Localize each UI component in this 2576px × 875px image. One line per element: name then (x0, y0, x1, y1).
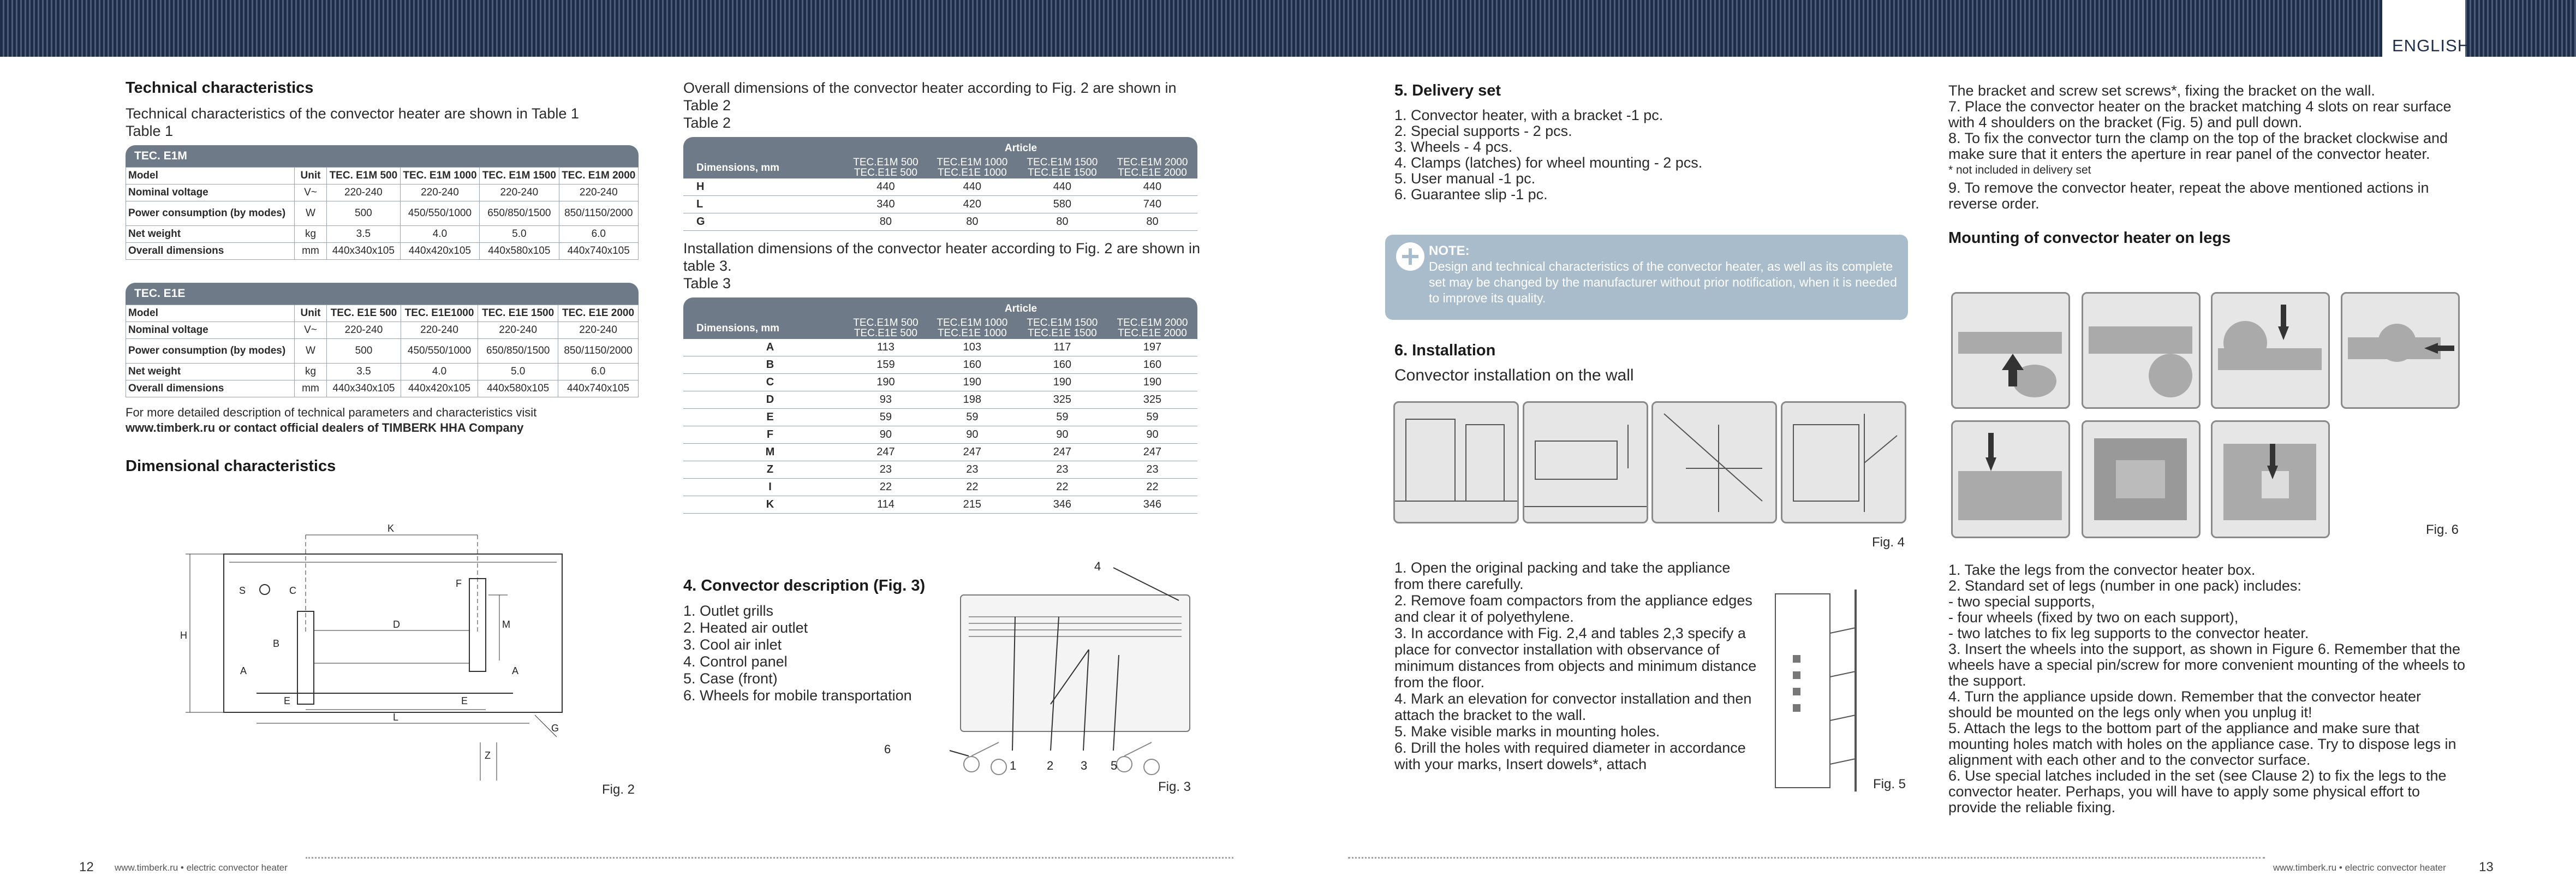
table2 (683, 137, 1197, 231)
table-cell: kg (295, 364, 327, 380)
table-header-article: Article (844, 137, 1197, 157)
table-cell: 440x420x105 (401, 380, 478, 397)
list-item: 1. Outlet grills (683, 603, 774, 619)
table-row (683, 356, 1197, 374)
table-e1e-header: TEC. E1E (126, 283, 639, 305)
note-box (1385, 235, 1908, 320)
dim-label: M (502, 619, 510, 630)
table-row (126, 380, 639, 397)
model-name: TEC.E1E 1000 (937, 328, 1007, 339)
table-cell: 450/550/1000 (400, 201, 479, 226)
table-cell: Net weight (126, 364, 295, 380)
table-cell: 23 (927, 461, 1017, 479)
table-cell: H (683, 178, 844, 196)
dimensional-title: Dimensional characteristics (126, 457, 336, 475)
table-cell: TEC. E1E 500 (327, 305, 401, 322)
wheel (964, 757, 979, 772)
table-header-model (1017, 317, 1107, 339)
table-cell: 440x420x105 (400, 243, 479, 260)
table-cell: 346 (1107, 496, 1197, 514)
table-cell: 340 (844, 196, 927, 213)
table-cell: 23 (844, 461, 927, 479)
fig4-panel-1 (1393, 401, 1519, 523)
table-row (126, 201, 639, 226)
table-header-model (1017, 157, 1107, 178)
table-cell: 59 (844, 409, 927, 426)
table-cell: 90 (844, 426, 927, 444)
table-cell: Power consumption (by modes) (126, 339, 295, 364)
fig4-panel-3 (1651, 401, 1777, 523)
table-row (683, 479, 1197, 496)
table-cell: 325 (1017, 391, 1107, 409)
table-cell: TEC. E1M 500 (327, 168, 401, 184)
fig6-panel-5 (1951, 420, 2070, 538)
table-cell: 420 (927, 196, 1017, 213)
table-cell (683, 137, 844, 157)
table-cell: 440x740x105 (559, 243, 638, 260)
table-cell: B (683, 356, 844, 374)
table-row (126, 184, 639, 201)
list-item: - four wheels (fixed by two on each support), (1948, 609, 2239, 626)
fig6-panel-2 (2082, 292, 2201, 409)
table-cell: L (683, 196, 844, 213)
table-cell: W (295, 201, 327, 226)
list-item: 1. Take the legs from the convector heater box. (1948, 562, 2256, 578)
dim-label: S (239, 585, 246, 596)
fig3-caption: Fig. 3 (1158, 779, 1191, 794)
wheel (991, 759, 1006, 775)
footer-url-left[interactable]: www.timberk.ru • electric convector heater (115, 862, 288, 873)
callout-number: 4 (1094, 559, 1101, 573)
dim-label: H (180, 630, 187, 641)
more-info-line: For more detailed description of technical parameters and characteristics visit (126, 406, 537, 419)
convector-body (961, 595, 1190, 731)
model-name: TEC.E1E 2000 (1118, 167, 1187, 178)
footer-divider-left (306, 857, 1233, 859)
table-cell: 80 (1017, 213, 1107, 231)
list-item: 5. User manual -1 pc. (1394, 170, 1536, 187)
table-cell: 160 (927, 356, 1017, 374)
table-cell: Unit (295, 168, 327, 184)
table-row (126, 226, 639, 243)
table-cell: 59 (1107, 409, 1197, 426)
table-row (126, 243, 639, 260)
table-cell: 90 (927, 426, 1017, 444)
table-cell: 440x740x105 (558, 380, 639, 397)
table-cell: Model (126, 305, 295, 322)
table-cell: 850/1150/2000 (559, 201, 638, 226)
table-header-model (927, 157, 1017, 178)
installation-title: 6. Installation (1394, 342, 1496, 359)
table-cell: 3.5 (327, 226, 401, 243)
fig6-panel-6 (2082, 420, 2201, 538)
dim-label: K (387, 524, 395, 534)
table-row (683, 444, 1197, 461)
page-number-left: 12 (79, 860, 94, 874)
table-cell: kg (295, 226, 327, 243)
paragraph: 7. Place the convector heater on the bracket matching 4 slots on rear surface with 4 shoulders on the bracket (Fig. 5) and pull down. (1948, 98, 2452, 130)
convector-outline (224, 554, 562, 712)
table-cell: 440x580x105 (478, 380, 558, 397)
callout-number: 1 (1010, 759, 1017, 772)
table3 (683, 297, 1197, 514)
table-row (126, 339, 639, 364)
section-title: Technical characteristics (126, 79, 314, 97)
table-cell: 22 (927, 479, 1017, 496)
list-item: 6. Drill the holes with required diameter in accordance with your marks, Insert dowels*, attach (1394, 740, 1746, 772)
table-cell: TEC. E1M 1000 (400, 168, 479, 184)
table-cell: 325 (1107, 391, 1197, 409)
table-row (683, 213, 1197, 231)
callout-number: 6 (884, 742, 891, 756)
table3-intro: Installation dimensions of the convector heater according to Fig. 2 are shown in table 3. (683, 240, 1201, 274)
model-name: TEC.E1E 2000 (1118, 328, 1187, 339)
table-cell: 440x340x105 (327, 380, 401, 397)
table-cell: Unit (295, 305, 327, 322)
table-cell: 90 (1107, 426, 1197, 444)
language-label: ENGLISH (2392, 36, 2471, 55)
table-cell: 23 (1107, 461, 1197, 479)
installation-section (1394, 342, 1913, 385)
list-item: 3. In accordance with Fig. 2,4 and tables 2,3 specify a place for convector installation with observance of minimum distances from objects and minimum distance from the floor. (1394, 625, 1757, 691)
table-cell: E (683, 409, 844, 426)
dim-label: D (393, 619, 400, 630)
table-header-dim: Dimensions, mm (683, 157, 844, 178)
table-cell: 190 (844, 374, 927, 391)
list-item: 1. Convector heater, with a bracket -1 pc. (1394, 107, 1663, 123)
table-cell: 450/550/1000 (401, 339, 478, 364)
table-e1m-header: TEC. E1M (126, 145, 639, 167)
list-item: 1. Open the original packing and take the appliance from there carefully. (1394, 559, 1731, 592)
table-header-dim: Dimensions, mm (683, 317, 844, 339)
model-name: TEC.E1E 1000 (937, 167, 1007, 178)
table-cell: 190 (927, 374, 1017, 391)
table2-intro: Overall dimensions of the convector heater according to Fig. 2 are shown in Table 2 (683, 80, 1177, 114)
table-cell: 6.0 (558, 364, 639, 380)
note-title: NOTE: (1429, 243, 1470, 258)
table-row (683, 426, 1197, 444)
model-name: TEC.E1M 2000 (1117, 317, 1188, 329)
list-item: 6. Guarantee slip -1 pc. (1394, 186, 1548, 203)
table-cell: 4.0 (400, 226, 479, 243)
table-cell: 22 (1017, 479, 1107, 496)
table-header-article: Article (844, 297, 1197, 317)
table-cell: 220-240 (327, 184, 401, 201)
list-item: 2. Standard set of legs (number in one pack) includes: (1948, 578, 2301, 594)
table-cell: 190 (1107, 374, 1197, 391)
table-cell: Overall dimensions (126, 380, 295, 397)
list-item: 3. Wheels - 4 pcs. (1394, 139, 1513, 155)
table-cell: A (683, 339, 844, 356)
model-name: TEC.E1E 500 (854, 328, 917, 339)
table-cell: I (683, 479, 844, 496)
mounting-text-top (1948, 83, 2467, 246)
table-cell: 440 (1107, 178, 1197, 196)
footer-divider-right (1348, 857, 2265, 859)
model-name: TEC.E1M 1500 (1027, 317, 1098, 329)
table-row (126, 322, 639, 339)
dim-label: A (240, 665, 247, 676)
table-cell: Power consumption (by modes) (126, 201, 295, 226)
convector-description-title: 4. Convector description (Fig. 3) (683, 577, 926, 594)
table-cell: 440 (844, 178, 927, 196)
dim-label: G (551, 723, 559, 734)
table-row (683, 178, 1197, 196)
table-row (683, 461, 1197, 479)
table-cell: 80 (927, 213, 1017, 231)
table-cell: 220-240 (558, 322, 639, 339)
callout-number: 2 (1047, 759, 1054, 772)
table-cell: Overall dimensions (126, 243, 295, 260)
table-row (126, 305, 639, 322)
table-cell: 247 (927, 444, 1017, 461)
model-name: TEC.E1E 1500 (1028, 328, 1097, 339)
table-cell: 80 (1107, 213, 1197, 231)
table-e1m (126, 145, 639, 260)
list-item: 3. Insert the wheels into the support, as shown in Figure 6. Remember that the wheels have a special pin/screw for more convenient mounting of the wheels to the support. (1948, 641, 2466, 689)
plus-icon (1396, 242, 1424, 271)
legs-steps (1948, 562, 2467, 816)
list-item: 4. Turn the appliance upside down. Remember that the convector heater should be mounted on the legs only when you unplug it! (1948, 688, 2422, 721)
fig6-panel-4 (2341, 292, 2460, 409)
table-row (683, 339, 1197, 356)
table-cell: 22 (1107, 479, 1197, 496)
list-item: 4. Control panel (683, 653, 788, 670)
fig2-dimensional-drawing (175, 524, 600, 786)
table-cell: 215 (927, 496, 1017, 514)
table-cell: 5.0 (480, 226, 559, 243)
table-cell: 850/1150/2000 (558, 339, 639, 364)
table-cell: 440 (1017, 178, 1107, 196)
table-cell: 159 (844, 356, 927, 374)
fig2-caption: Fig. 2 (602, 782, 635, 797)
table-cell: 59 (927, 409, 1017, 426)
table-cell: 114 (844, 496, 927, 514)
legs-title: Mounting of convector heater on legs (1948, 229, 2231, 247)
paragraph: 8. To fix the convector turn the clamp on the top of the bracket clockwise and make sure that it enters the aperture in rear panel of the convector heater. (1948, 130, 2448, 162)
table-cell: 113 (844, 339, 927, 356)
list-item: 5. Make visible marks in mounting holes. (1394, 723, 1660, 740)
table-cell: 5.0 (478, 364, 558, 380)
table-label: Table 1 (126, 123, 174, 139)
table-cell: 440 (927, 178, 1017, 196)
table-cell: 220-240 (559, 184, 638, 201)
table-cell: D (683, 391, 844, 409)
installation-subtitle: Convector installation on the wall (1394, 366, 1634, 384)
table-cell: 93 (844, 391, 927, 409)
fig6-panel-3 (2211, 292, 2330, 409)
callout-number: 3 (1081, 759, 1088, 772)
model-name: TEC.E1M 2000 (1117, 157, 1188, 168)
model-name: TEC.E1M 1000 (937, 317, 1008, 329)
fig4-panel-4 (1781, 401, 1906, 523)
table2-label: Table 2 (683, 115, 731, 131)
fig4-caption: Fig. 4 (1872, 535, 1905, 550)
dim-label: A (512, 665, 519, 676)
fig4-panel-2 (1523, 401, 1648, 523)
table-cell: 23 (1017, 461, 1107, 479)
fig6-panel-1 (1951, 292, 2070, 409)
note-text: Design and technical characteristics of the convector heater, as well as its complete set may be changed by the manufacturer without prior notification, when it is needed to improve its quality. (1429, 259, 1897, 305)
model-name: TEC.E1E 500 (854, 167, 917, 178)
table-row (126, 168, 639, 184)
table-cell: 346 (1017, 496, 1107, 514)
delivery-section (1394, 82, 1913, 203)
list-item: 6. Use special latches included in the set (see Clause 2) to fix the legs to the convector heater. Perhaps, you will have to apply some physical effort to provide the reliable fixing. (1948, 767, 2447, 816)
table-cell: V~ (295, 322, 327, 339)
list-item: 2. Special supports - 2 pcs. (1394, 123, 1572, 139)
model-name: TEC.E1M 1000 (937, 157, 1008, 168)
wheel (1144, 759, 1159, 775)
wheel (1117, 757, 1132, 772)
table-cell: 580 (1017, 196, 1107, 213)
table-cell: mm (295, 380, 327, 397)
table-cell: Nominal voltage (126, 322, 295, 339)
fig5-wall-mount-drawing (1771, 590, 1880, 791)
table-cell: C (683, 374, 844, 391)
list-item: 3. Cool air inlet (683, 636, 782, 653)
table3-label: Table 3 (683, 275, 731, 291)
table-cell: Z (683, 461, 844, 479)
paragraph: The bracket and screw set screws*, fixing the bracket on the wall. (1948, 82, 2375, 99)
table-cell: 90 (1017, 426, 1107, 444)
table-cell: 197 (1107, 339, 1197, 356)
delivery-list (1394, 108, 1913, 203)
table-cell: 59 (1017, 409, 1107, 426)
table-row (126, 364, 639, 380)
table-cell: 198 (927, 391, 1017, 409)
dim-label: E (461, 695, 468, 706)
list-item: 5. Attach the legs to the bottom part of the appliance and make sure that mounting holes match with holes on the appliance case. Try to dispose legs in alignment with each other and to the convector surface. (1948, 720, 2456, 768)
table-cell: F (683, 426, 844, 444)
section-intro: Technical characteristics of the convector heater are shown in Table 1 (126, 105, 579, 122)
table-cell: G (683, 213, 844, 231)
table-cell: Model (126, 168, 295, 184)
more-info-link[interactable]: www.timberk.ru or contact official dealers of TIMBERK HHA Company (126, 421, 524, 434)
dim-label: F (456, 578, 462, 589)
table-cell: V~ (295, 184, 327, 201)
table-cell: 6.0 (559, 226, 638, 243)
dim-label: L (393, 712, 399, 723)
page-number-right: 13 (2479, 860, 2494, 874)
paragraph: 9. To remove the convector heater, repeat the above mentioned actions in reverse order. (1948, 180, 2429, 212)
list-item: 2. Remove foam compactors from the appliance edges and clear it of polyethylene. (1394, 592, 1752, 625)
table-cell: 117 (1017, 339, 1107, 356)
fig3-convector-drawing (873, 557, 1212, 786)
table-row (683, 196, 1197, 213)
installation-steps (1394, 559, 1760, 772)
table-cell: 220-240 (400, 184, 479, 201)
fig6-caption: Fig. 6 (2426, 522, 2459, 537)
fig6-panel-7 (2211, 420, 2330, 538)
table-cell: Net weight (126, 226, 295, 243)
model-name: TEC.E1M 500 (853, 157, 919, 168)
header-stripe-bar (0, 0, 2576, 57)
dim-label: B (273, 638, 280, 649)
table-cell: 650/850/1500 (478, 339, 558, 364)
table-cell: 103 (927, 339, 1017, 356)
table-cell: 220-240 (480, 184, 559, 201)
table-cell: 247 (1107, 444, 1197, 461)
table-cell: TEC. E1E 2000 (558, 305, 639, 322)
callout-number: 5 (1111, 759, 1118, 772)
table-cell: 440x580x105 (480, 243, 559, 260)
table-cell: 740 (1107, 196, 1197, 213)
model-name: TEC.E1M 500 (853, 317, 919, 329)
dim-label: C (289, 585, 296, 596)
table-cell: W (295, 339, 327, 364)
table-cell: 80 (844, 213, 927, 231)
table-row (683, 496, 1197, 514)
table-cell: 190 (1017, 374, 1107, 391)
list-item: 4. Clamps (latches) for wheel mounting - 2 pcs. (1394, 154, 1703, 171)
table-row (683, 374, 1197, 391)
table-cell: TEC. E1M 2000 (559, 168, 638, 184)
table-cell: 650/850/1500 (480, 201, 559, 226)
table-cell: TEC. E1E 1500 (478, 305, 558, 322)
tech-characteristics-section (126, 79, 649, 475)
table-cell: 220-240 (401, 322, 478, 339)
table-cell: 220-240 (478, 322, 558, 339)
table-cell: TEC. E1M 1500 (480, 168, 559, 184)
dim-label: E (284, 695, 291, 706)
table-cell: 220-240 (327, 322, 401, 339)
list-item: - two special supports, (1948, 593, 2095, 610)
table-row (683, 409, 1197, 426)
table-cell: mm (295, 243, 327, 260)
table-cell: 160 (1107, 356, 1197, 374)
table-cell: Nominal voltage (126, 184, 295, 201)
table-cell: 4.0 (401, 364, 478, 380)
table-cell: 3.5 (327, 364, 401, 380)
list-item: 5. Case (front) (683, 670, 778, 687)
model-name: TEC.E1M 1500 (1027, 157, 1098, 168)
list-item: 6. Wheels for mobile transportation (683, 687, 912, 704)
table-header-model (844, 157, 927, 178)
list-item: 4. Mark an elevation for convector installation and then attach the bracket to the wall. (1394, 691, 1752, 723)
footer-url-right[interactable]: www.timberk.ru • electric convector heater (2273, 862, 2446, 873)
table-cell: 247 (844, 444, 927, 461)
table-cell: 440x340x105 (327, 243, 401, 260)
table-e1e (126, 283, 639, 397)
table-cell: 160 (1017, 356, 1107, 374)
more-info (126, 405, 649, 436)
table-header-model (927, 317, 1017, 339)
table-cell: 500 (327, 339, 401, 364)
model-name: TEC.E1E 1500 (1028, 167, 1097, 178)
table-cell: 247 (1017, 444, 1107, 461)
table-row (683, 391, 1197, 409)
table-header-model (1107, 317, 1197, 339)
bracket-left (297, 611, 314, 704)
table-header-model (844, 317, 927, 339)
table-cell: 500 (327, 201, 401, 226)
table-cell (683, 297, 844, 317)
table-cell: 22 (844, 479, 927, 496)
table-cell: K (683, 496, 844, 514)
table-header-model (1107, 157, 1197, 178)
list-item: 2. Heated air outlet (683, 620, 808, 636)
table-cell: TEC. E1E1000 (401, 305, 478, 322)
table-cell: M (683, 444, 844, 461)
dim-label: Z (485, 750, 491, 761)
delivery-title: 5. Delivery set (1394, 82, 1501, 99)
list-item: - two latches to fix leg supports to the convector heater. (1948, 625, 2309, 641)
fig5-caption: Fig. 5 (1873, 777, 1906, 791)
footnote: * not included in delivery set (1948, 164, 2091, 176)
